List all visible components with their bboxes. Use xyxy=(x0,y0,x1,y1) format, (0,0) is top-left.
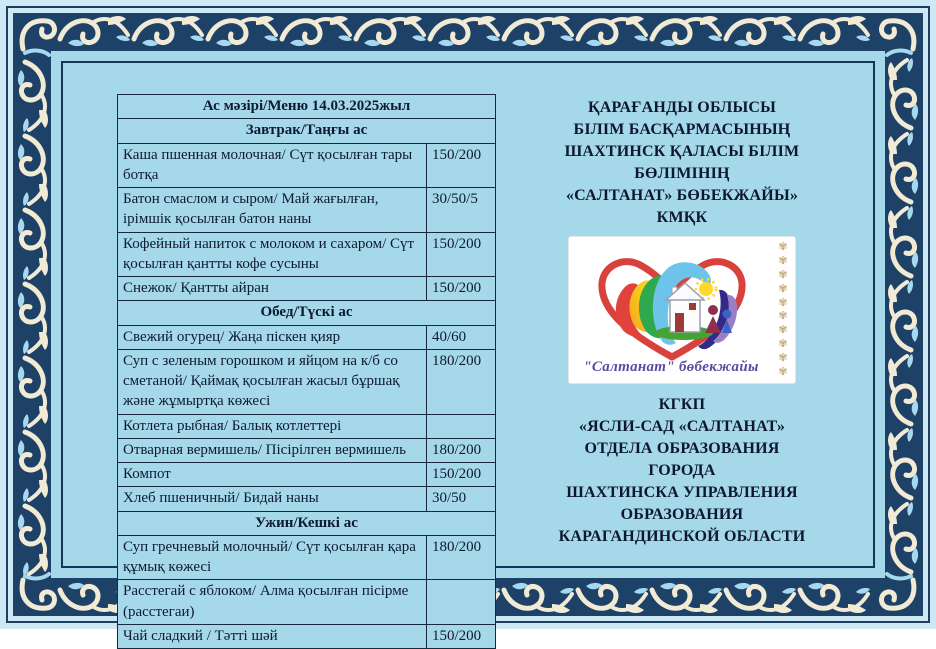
dish-name: Отварная вермишель/ Пісірілген вермишель xyxy=(118,438,427,462)
menu-row xyxy=(118,487,496,511)
org-kz-line: КМҚК xyxy=(656,209,708,226)
menu-row xyxy=(118,414,496,438)
meal-section-header: Обед/Түскі ас xyxy=(118,301,496,325)
menu-table-container xyxy=(117,94,496,649)
org-info-column xyxy=(530,97,834,548)
portion-value xyxy=(427,414,496,438)
portion-value: 150/200 xyxy=(427,232,496,277)
menu-row xyxy=(118,438,496,462)
kazakh-ornament-icon: ✾ xyxy=(778,296,788,309)
kazakh-ornament-icon: ✾ xyxy=(778,241,788,253)
org-kz-line: ШАХТИНСК ҚАЛАСЫ БІЛІМ xyxy=(564,143,800,160)
dish-name: Суп с зеленым горошком и яйцом на к/б со сметаной/ Қаймақ қосылған жасыл бұршақ және жұмыртқа көжесі xyxy=(118,349,427,414)
menu-row xyxy=(118,232,496,277)
dish-name: Расстегай с яблоком/ Алма қосылған пісірме (расстегаи) xyxy=(118,580,427,625)
dish-name: Хлеб пшеничный/ Бидай наны xyxy=(118,487,427,511)
dish-name: Батон смаслом и сыром/ Май жағылған, ірімшік қосылған батон наны xyxy=(118,188,427,233)
org-ru-line: КГКП xyxy=(658,396,706,413)
menu-title: Ас мәзірі/Меню 14.03.2025жыл xyxy=(118,95,496,119)
menu-row xyxy=(118,143,496,188)
org-ru-line: ГОРОДА xyxy=(648,462,716,479)
kazakh-ornament-icon: ✾ xyxy=(778,282,788,295)
dish-name: Свежий огурец/ Жаңа піскен қияр xyxy=(118,325,427,349)
kindergarten-logo xyxy=(569,237,795,383)
dish-name: Кофейный напиток с молоком и сахаром/ Сүт қосылған қантты кофе сусыны xyxy=(118,232,427,277)
meal-section-row xyxy=(118,119,496,143)
org-name-russian xyxy=(530,394,834,548)
menu-row xyxy=(118,325,496,349)
org-ru-line: ОТДЕЛА ОБРАЗОВАНИЯ xyxy=(584,440,780,457)
meal-section-row xyxy=(118,511,496,535)
portion-value: 30/50/5 xyxy=(427,188,496,233)
menu-row xyxy=(118,624,496,648)
dish-name: Чай сладкий / Тәтті шәй xyxy=(118,624,427,648)
logo-ornament-strip xyxy=(775,242,791,378)
portion-value: 180/200 xyxy=(427,349,496,414)
dish-name: Компот xyxy=(118,463,427,487)
portion-value: 40/60 xyxy=(427,325,496,349)
portion-value: 180/200 xyxy=(427,438,496,462)
menu-row xyxy=(118,277,496,301)
menu-table xyxy=(117,94,496,649)
menu-title-row xyxy=(118,95,496,119)
meal-section-row xyxy=(118,301,496,325)
kazakh-ornament-icon: ✾ xyxy=(778,268,788,281)
portion-value: 150/200 xyxy=(427,624,496,648)
dish-name: Котлета рыбная/ Балық котлеттері xyxy=(118,414,427,438)
kazakh-ornament-icon: ✾ xyxy=(778,352,788,364)
org-ru-line: КАРАГАНДИНСКОЙ ОБЛАСТИ xyxy=(558,528,806,545)
meal-section-header: Завтрак/Таңғы ас xyxy=(118,119,496,143)
kazakh-ornament-icon: ✾ xyxy=(778,254,788,267)
dish-name: Снежок/ Қантты айран xyxy=(118,277,427,301)
org-kz-line: ҚАРАҒАНДЫ ОБЛЫСЫ xyxy=(587,99,777,116)
org-name-kazakh xyxy=(530,97,834,229)
menu-row xyxy=(118,535,496,580)
dish-name: Суп гречневый молочный/ Сүт қосылған қара құмық көжесі xyxy=(118,535,427,580)
menu-row xyxy=(118,463,496,487)
org-ru-line: ШАХТИНСКА УПРАВЛЕНИЯ xyxy=(566,484,798,501)
menu-row xyxy=(118,580,496,625)
menu-row xyxy=(118,188,496,233)
portion-value: 150/200 xyxy=(427,463,496,487)
portion-value xyxy=(427,580,496,625)
org-ru-line: «ЯСЛИ-САД «САЛТАНАТ» xyxy=(578,418,786,435)
kazakh-ornament-icon: ✾ xyxy=(778,338,788,351)
meal-section-header: Ужин/Кешкі ас xyxy=(118,511,496,535)
kazakh-ornament-icon: ✾ xyxy=(778,310,788,323)
kazakh-ornament-icon: ✾ xyxy=(778,324,788,337)
org-kz-line: БӨЛІМІНІҢ xyxy=(634,165,730,182)
portion-value: 150/200 xyxy=(427,277,496,301)
dish-name: Каша пшенная молочная/ Сүт қосылған тары ботқа xyxy=(118,143,427,188)
org-kz-line: БІЛІМ БАСҚАРМАСЫНЫҢ xyxy=(573,121,791,138)
menu-row xyxy=(118,349,496,414)
org-kz-line: «САЛТАНАТ» БӨБЕКЖАЙЫ» xyxy=(565,187,799,204)
org-ru-line: ОБРАЗОВАНИЯ xyxy=(620,506,744,523)
kazakh-ornament-icon: ✾ xyxy=(778,365,788,378)
portion-value: 30/50 xyxy=(427,487,496,511)
portion-value: 150/200 xyxy=(427,143,496,188)
logo-caption: "Салтанат" бөбекжайы xyxy=(583,359,759,375)
portion-value: 180/200 xyxy=(427,535,496,580)
